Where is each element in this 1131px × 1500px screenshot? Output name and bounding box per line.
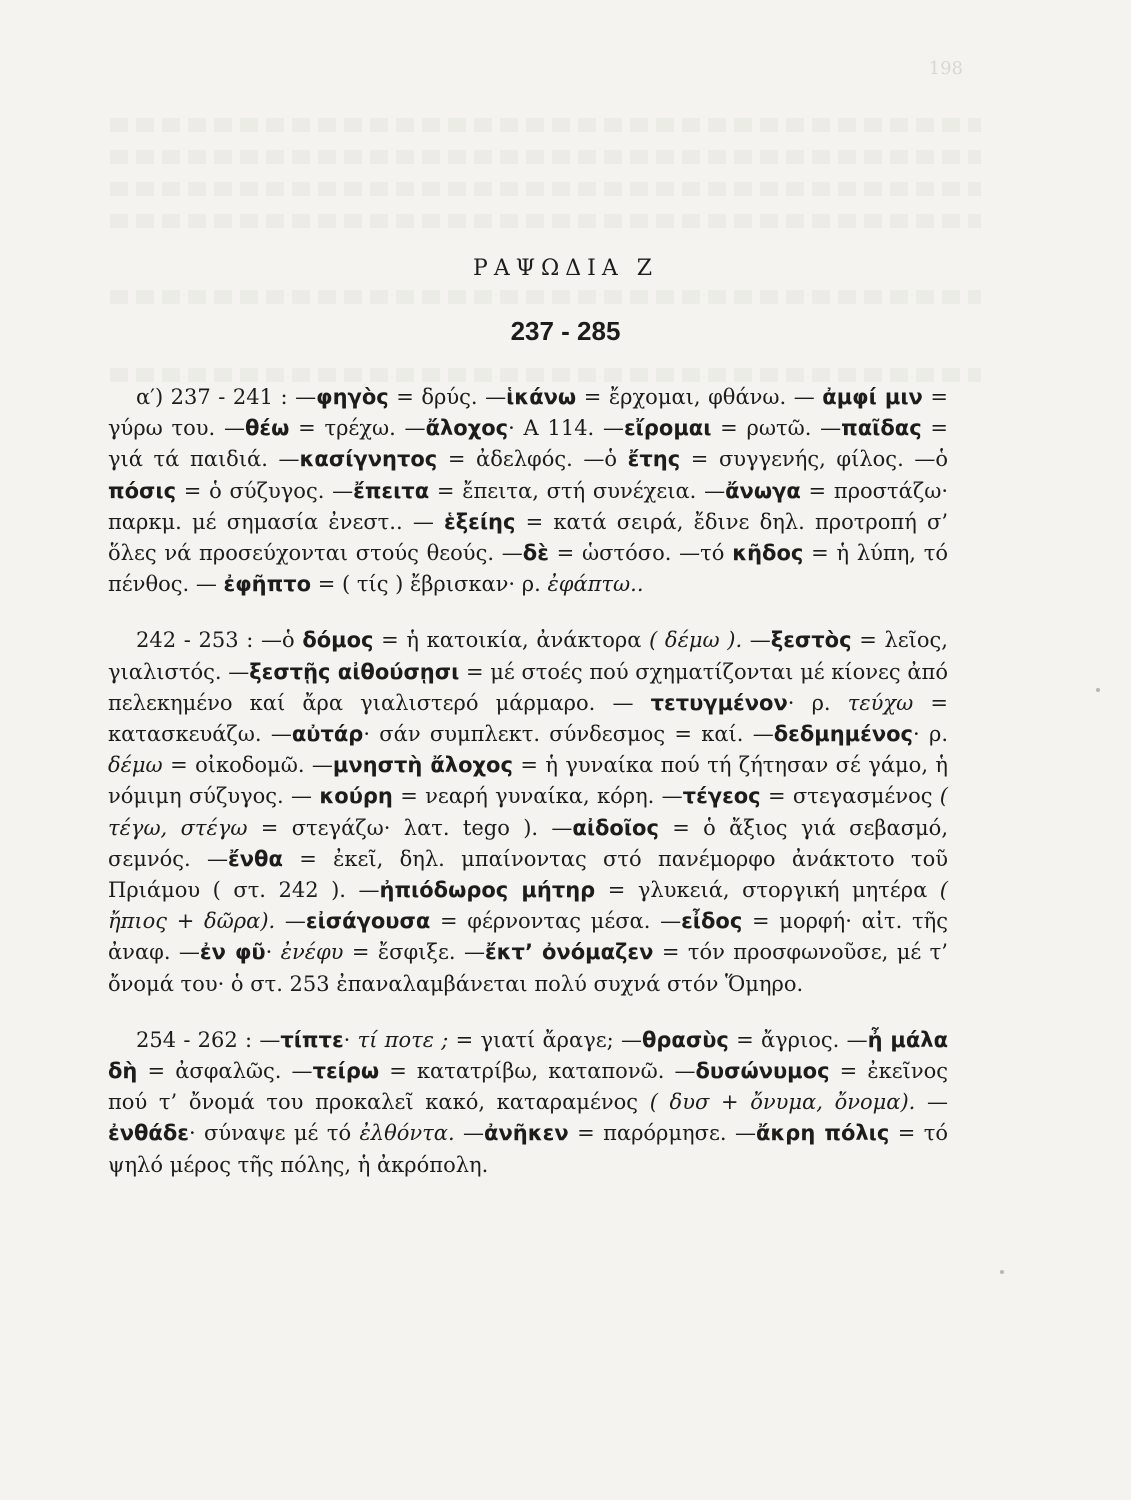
italic-citation: ( ἤπιος + δῶρα). <box>108 878 948 934</box>
show-through-line <box>110 182 981 196</box>
gloss-text: = τρέχω. — <box>289 416 426 441</box>
gloss-text: = οἰκοδομῶ. — <box>162 753 333 778</box>
headword: δόμος <box>302 628 374 653</box>
paper-speck <box>1096 688 1100 692</box>
gloss-text: = ( τίς ) ἔβρισκαν· ρ. <box>311 572 548 597</box>
gloss-text: = ὁ ἄξιος γιά σεβασμό, σεμνός. — <box>108 815 948 871</box>
show-through-line <box>110 214 981 228</box>
gloss-text: = ὡστόσο. —τό <box>548 541 733 566</box>
gloss-text: = κατασκευάζω. — <box>108 690 949 747</box>
gloss-text: = ἐκεῖ, δηλ. μπαίνοντας στό πανέμορφο ἀνάκτοτο τοῦ Πριάμου ( στ. 242 ). — <box>108 846 949 903</box>
headword: ἐν φῦ <box>199 940 266 965</box>
gloss-text: 242 - 253 : —ὁ <box>136 628 303 653</box>
gloss-text: = τόν προσφωνοῦσε, μέ τ’ ὄνομά του· ὁ στ. 253 ἐπαναλαμβάνεται πολύ συχνά στόν Ὅμηρο. <box>108 940 948 996</box>
italic-citation: τεύχω <box>847 690 914 715</box>
gloss-text: = κατά σειρά, ἔδινε δηλ. προτροπή σ’ ὅλες νά προσεύχονται στούς θεούς. — <box>108 509 948 566</box>
headword: τείρω <box>312 1059 380 1084</box>
headword: παῖδας <box>841 416 922 441</box>
gloss-text: = μέ στοές πού σχηματίζονται μέ κίονες ἀπό πελεκημένο καί ἄρα γιαλιστερό μάρμαρο. — <box>108 659 949 715</box>
show-through-line <box>110 150 981 164</box>
gloss-text: = κατατρίβω, καταπονῶ. — <box>379 1059 696 1084</box>
headword: αἰδοῖος <box>572 815 659 840</box>
commentary-body <box>108 382 948 1181</box>
headword: ἔπειτα <box>353 478 430 503</box>
gloss-text: = προστάζω· παρκμ. μέ σημασία ἐνεστ.. — <box>108 478 948 534</box>
headword: ἐφῆπτο <box>223 572 312 597</box>
headword: ἄνωγα <box>725 478 801 503</box>
gloss-text: · σάν συμπλεκτ. σύνδεσμος = καί. — <box>363 722 774 747</box>
show-through-line <box>110 290 981 304</box>
gloss-text: = ἔρχομαι, φθάνω. — <box>576 385 823 409</box>
headword: τετυγμένον <box>650 690 788 715</box>
commentary-paragraph <box>108 625 948 999</box>
headword: δυσώνυμος <box>695 1059 830 1084</box>
gloss-text: = ὁ σύζυγος. — <box>176 478 354 503</box>
headword: ἀμφί μιν <box>822 385 923 409</box>
headword: ἄκρη πόλις <box>755 1121 890 1146</box>
gloss-text: = ἔπειτα, στή συνέχεια. — <box>429 478 726 503</box>
headword: ἄλοχος <box>425 416 509 441</box>
headword: δὲ <box>522 541 549 566</box>
gloss-text: = ἄγριος. — <box>728 1027 868 1052</box>
headword: εἴρομαι <box>623 416 712 441</box>
gloss-text: — <box>275 909 306 934</box>
gloss-text: = γλυκειά, στοργική μητέρα <box>595 878 940 903</box>
headword: αὐτάρ <box>291 722 364 747</box>
headword: ἔνθα <box>228 846 283 871</box>
show-through-line <box>110 368 981 382</box>
headword: ξεστῇς αἰθούσῃσι <box>249 659 460 684</box>
gloss-text: = ἐκεῖνος πού τ’ ὄνομά του προκαλεῖ κακό, καταραμένος <box>108 1059 948 1115</box>
gloss-text: = γύρω του. — <box>108 385 949 441</box>
headword: ἔκτ’ ὀνόμαζεν <box>484 940 654 965</box>
headword: δεδμημένος <box>773 722 914 747</box>
show-through-line <box>110 118 981 132</box>
gloss-text: α′) 237 - 241 : — <box>136 385 317 409</box>
headword: ἔτης <box>627 447 681 472</box>
commentary-paragraph <box>108 382 948 600</box>
headword: τίπτε <box>280 1027 344 1052</box>
gloss-text: — <box>742 628 771 653</box>
headword: πόσις <box>108 478 177 503</box>
gloss-text: · σύναψε μέ τό <box>188 1121 360 1146</box>
italic-citation: ( τέγω, στέγω <box>108 784 948 840</box>
italic-citation: ( δέμω ). <box>649 628 743 653</box>
gloss-text: = στεγασμένος <box>760 784 940 809</box>
italic-citation: ( δυσ + ὄνυμα, ὄνομα). <box>649 1090 916 1115</box>
italic-citation: δέμω <box>108 753 163 778</box>
gloss-text: = παρόρμησε. — <box>568 1121 756 1146</box>
section-title: ΡΑΨΩΔΙΑ Ζ <box>473 256 658 281</box>
gloss-text: = ἡ γυναίκα πού τή ζήτησαν σέ γάμο, ἡ νόμιμη σύζυγος. — <box>108 753 948 809</box>
gloss-text: = ἀδελφός. —ὁ <box>437 447 628 472</box>
gloss-text: · <box>343 1027 358 1052</box>
gloss-text: = ἡ κατοικία, ἀνάκτορα <box>373 628 650 653</box>
gloss-text: = λεῖος, γιαλιστός. — <box>108 628 948 684</box>
italic-citation: ἐφάπτω.. <box>547 572 644 597</box>
gloss-text: = συγγενής, φίλος. —ὁ <box>680 447 948 472</box>
headword: εἰσάγουσα <box>305 909 431 934</box>
gloss-text: 254 - 262 : — <box>136 1027 281 1052</box>
gloss-text: · ρ. <box>913 722 948 747</box>
gloss-text: = νεαρή γυναίκα, κόρη. — <box>392 784 683 809</box>
gloss-text: = ἀσφαλῶς. — <box>137 1059 313 1084</box>
headword: ξεστὸς <box>770 628 852 653</box>
headword: θρασὺς <box>641 1027 729 1052</box>
headword: μνηστὴ ἄλοχος <box>332 753 513 778</box>
italic-citation: ἐλθόντα. <box>359 1121 455 1146</box>
headword: τέγεος <box>682 784 761 809</box>
headword: θέω <box>244 416 290 441</box>
commentary-paragraph <box>108 1025 948 1181</box>
headword: ἀνῆκεν <box>484 1121 569 1146</box>
headword: ἱκάνω <box>506 385 577 409</box>
headword: κασίγνητος <box>299 447 438 472</box>
headword: φηγὸς <box>316 385 389 409</box>
paper-speck <box>1000 1270 1004 1274</box>
gloss-text: · Α 114. — <box>508 416 624 441</box>
gloss-text: = φέρνοντας μέσα. — <box>430 909 682 934</box>
italic-citation: ἐνέφυ <box>280 940 344 965</box>
headword: ἑξείης <box>444 509 516 534</box>
headword: κῆδος <box>732 541 804 566</box>
gloss-text: · <box>265 940 281 965</box>
headword: ἠπιόδωρος μήτηρ <box>379 878 596 903</box>
headword: ἦ μάλα δὴ <box>108 1027 949 1084</box>
gloss-text: = μορφή· αἰτ. τῆς ἀναφ. — <box>108 909 948 965</box>
headword: κούρη <box>319 784 393 809</box>
gloss-text: = γιατί ἄραγε; — <box>448 1027 642 1052</box>
gloss-text: = γιά τά παιδιά. — <box>108 416 948 472</box>
gloss-text: = δρύς. — <box>388 385 507 409</box>
page-number: 198 <box>928 58 963 79</box>
gloss-text: — <box>454 1121 485 1146</box>
gloss-text: = ἡ λύπη, τό πένθος. — <box>108 541 948 597</box>
gloss-text: = ρωτῶ. — <box>711 416 842 441</box>
headword: εἶδος <box>681 909 743 934</box>
gloss-text: · ρ. <box>787 690 848 715</box>
gloss-text: = στεγάζω· λατ. tego ). — <box>247 815 573 840</box>
line-range-heading: 237 - 285 <box>510 316 621 346</box>
gloss-text: = ἔσφιξε. — <box>343 940 485 965</box>
gloss-text: — <box>915 1090 948 1115</box>
headword: ἐνθάδε <box>108 1121 189 1146</box>
gloss-text: = τό ψηλό μέρος τῆς πόλης, ἡ ἀκρόπολη. <box>108 1121 948 1177</box>
italic-citation: τί ποτε ; <box>357 1027 449 1052</box>
